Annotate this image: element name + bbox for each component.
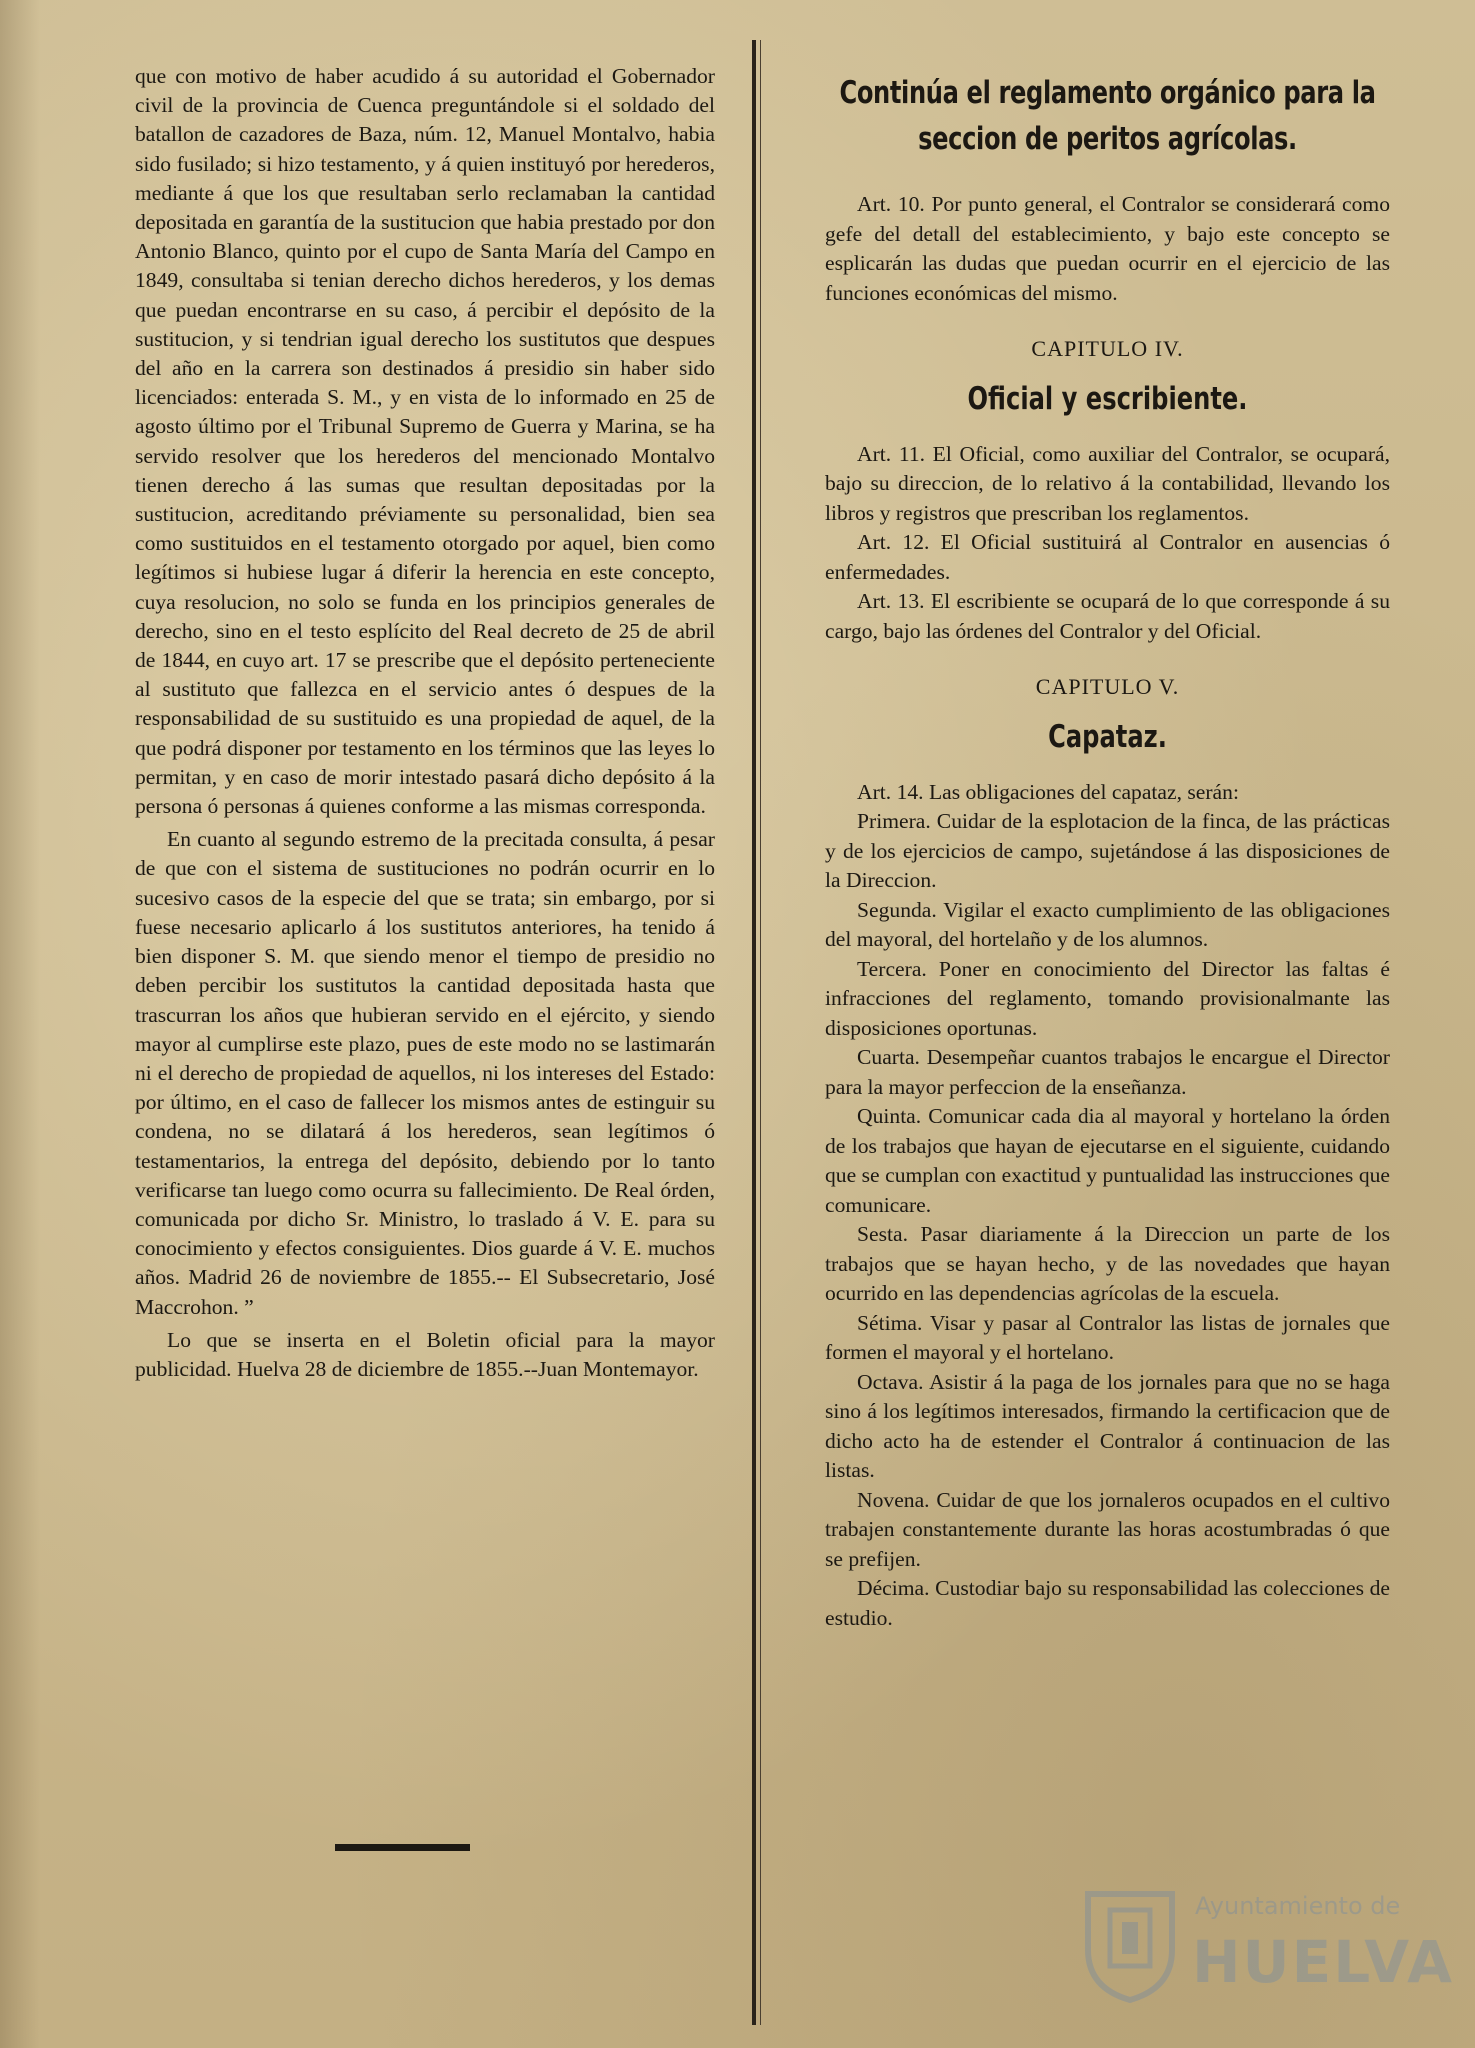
left-paragraph-2: En cuanto al segundo estremo de la precitada consulta, á pesar de que con el sistema de sustituciones no podrán ocurrir en lo sucesivo casos de la especie del que se trata; sin embargo, por si fuese necesario aplicarlo á los sustitutos anteriores, ha tenido á bien disponer S. M. que siendo menor el tiempo de presidio no deben percibir los sustitutos la cantidad depositada hasta que trascurran los años que hubieran servido en el ejército, y siendo mayor al cumplirse este plazo, pues de este modo no se lastimarán ni el derecho de propiedad de aquellos, ni los intereses del Estado: por último, en el caso de fallecer los mismos antes de estinguir su condena, no se dilatará á los herederos, sean legítimos ó testamentarios, la entrega del depósito, debiendo por lo tanto verificarse tan luego como ocurra su fallecimiento. De Real órden, comunicada por dicho Sr. Ministro, lo traslado á V. E. para su conocimiento y efectos consiguientes. Dios guarde á V. E. muchos años. Madrid 26 de noviembre de 1855.-- El Subsecretario, José Maccrohon. ” bbox=[135, 827, 715, 1319]
duty-item-6: Sesta. Pasar diariamente á la Direccion un parte de los trabajos que se hayan hecho, y de las novedades que hayan ocurrido en las dependencias agrícolas de la escuela. bbox=[825, 1222, 1390, 1305]
duty-item-3: Tercera. Poner en conocimiento del Director las faltas é infracciones del reglamento, tomando provisionalmante las disposiciones oportunas. bbox=[825, 956, 1390, 1040]
column-divider-thin bbox=[760, 40, 761, 2025]
article-12: Art. 12. El Oficial sustituirá al Contralor en ausencias ó enfermedades. bbox=[825, 530, 1390, 584]
right-column bbox=[825, 70, 1390, 1633]
left-paragraph-3: Lo que se inserta en el Boletin oficial para la mayor publicidad. Huelva 28 de diciembre de 1855.--Juan Montemayor. bbox=[135, 1327, 715, 1381]
watermark-line2: HUELVA bbox=[1192, 1928, 1455, 1996]
duty-item-7: Sétima. Visar y pasar al Contralor las listas de jornales que formen el mayoral y el hortelano. bbox=[825, 1310, 1390, 1364]
duty-item-10: Décima. Custodiar bajo su responsabilidad las colecciones de estudio. bbox=[825, 1576, 1390, 1630]
chapter-5-heading: Capataz. bbox=[1048, 718, 1167, 755]
city-shield-icon bbox=[1080, 1888, 1180, 2003]
page-edge-shadow bbox=[0, 0, 40, 2048]
duty-item-4: Cuarta. Desempeñar cuantos trabajos le encargue el Director para la mayor perfeccion de la enseñanza. bbox=[825, 1045, 1390, 1099]
duty-item-1: Primera. Cuidar de la esplotacion de la finca, de las prácticas y de los ejercicios de campo, sujetándose á las disposiciones de la Direccion. bbox=[825, 809, 1390, 892]
article-13: Art. 13. El escribiente se ocupará de lo que corresponde á su cargo, bajo las órdenes del Contralor y del Oficial. bbox=[825, 589, 1390, 643]
duty-item-2: Segunda. Vigilar el exacto cumplimiento de las obligaciones del mayoral, del hortelaño y de los alumnos. bbox=[825, 897, 1390, 951]
chapter-4-label: CAPITULO IV. bbox=[1031, 336, 1184, 361]
ayuntamiento-watermark bbox=[1080, 1880, 1455, 2010]
watermark-line1: Ayuntamiento de bbox=[1195, 1892, 1401, 1920]
article-11: Art. 11. El Oficial, como auxiliar del Contralor, se ocupará, bajo su direccion, de lo relativo á la contabilidad, llevando los libros y registros que prescriban los reglamentos. bbox=[825, 441, 1390, 525]
section-title: Continúa el reglamento orgánico para la seccion de peritos agrícolas. bbox=[839, 75, 1376, 157]
left-column bbox=[135, 62, 715, 1384]
duty-item-5: Quinta. Comunicar cada dia al mayoral y hortelano la órden de los trabajos que hayan de ejecutarse en el siguiente, cuidando que se cumplan con exactitud y puntualidad las instrucciones que comunicare. bbox=[825, 1104, 1390, 1217]
duty-item-9: Novena. Cuidar de que los jornaleros ocupados en el cultivo trabajen constantemente durante las horas acostumbradas ó que se prefijen. bbox=[825, 1487, 1390, 1571]
article-10: Art. 10. Por punto general, el Contralor se considerará como gefe del detall del establecimiento, y bajo este concepto se esplicarán las dudas que puedan ocurrir en el ejercicio de las funciones económicas del mismo. bbox=[825, 192, 1390, 305]
closing-rule bbox=[335, 1844, 470, 1851]
chapter-4-heading: Oficial y escribiente. bbox=[967, 380, 1248, 417]
article-14: Art. 14. Las obligaciones del capataz, serán: bbox=[857, 779, 1239, 804]
duty-item-8: Octava. Asistir á la paga de los jornales para que no se haga sino á los legítimos interesados, firmando la certificacion que de dicho acto ha de estender el Contralor á continuacion de las listas. bbox=[825, 1369, 1390, 1482]
left-paragraph-1: que con motivo de haber acudido á su autoridad el Gobernador civil de la provincia de Cuenca preguntándole si el soldado del batallon de cazadores de Baza, núm. 12, Manuel Montalvo, habia sido fusilado; si hizo testamento, y á quien instituyó por herederos, mediante á que los que resultaban serlo reclamaban la cantidad depositada en garantía de la sustitucion que habia prestado por don Antonio Blanco, quinto por el cupo de Santa María del Campo en 1849, consultaba si tenian derecho dichos herederos, y los demas que puedan encontrarse en su caso, á percibir el depósito de la sustitucion, y si tendrian igual derecho los sustitutos que despues del año en la carrera son destinados á presidio sin haber sido licenciados: enterada S. M., y en vista de lo informado en 25 de agosto último por el Tribunal Supremo de Guerra y Marina, se ha servido resolver que los herederos del mencionado Montalvo tienen derecho á las sumas que resultan depositadas por la sustitucion, acreditando préviamente su personalidad, bien sea como sustituidos en el testamento otorgado por aquel, bien como legítimos si hubiese lugar á diferir la herencia en este concepto, cuya resolucion, no solo se funda en los principios generales de derecho, sino en el testo esplícito del Real decreto de 25 de abril de 1844, en cuyo art. 17 se prescribe que el depósito perteneciente al sustituto que fallezca en el servicio antes ó despues de la responsabilidad de su sustituido es una propiedad de aquel, de la que podrá disponer por testamento en los términos que las leyes lo permitan, y en caso de morir intestado pasará dicho depósito á la persona ó personas á quienes conforme a las mismas corresponda. bbox=[135, 64, 715, 819]
column-divider bbox=[752, 40, 756, 2025]
chapter-5-label: CAPITULO V. bbox=[1035, 674, 1180, 699]
